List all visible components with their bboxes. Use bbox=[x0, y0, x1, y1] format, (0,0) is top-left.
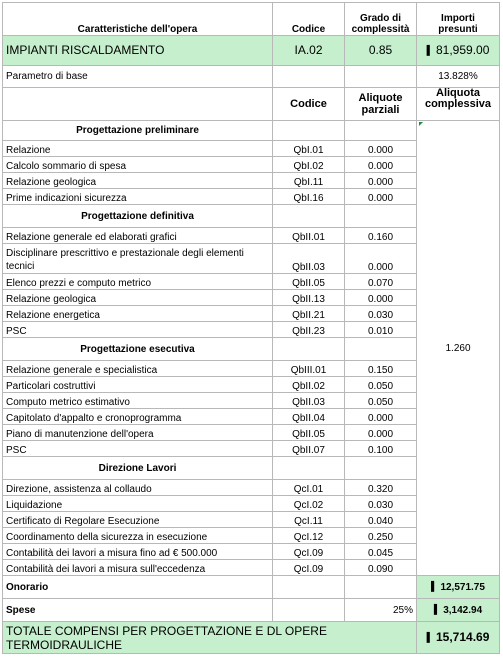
row-value[interactable]: 0.030 bbox=[345, 306, 417, 322]
parametro-label[interactable]: Parametro di base bbox=[3, 66, 273, 88]
row-value[interactable]: 0.000 bbox=[345, 157, 417, 173]
row-label[interactable]: Certificato di Regolare Esecuzione bbox=[3, 512, 273, 528]
row-code[interactable]: QcI.01 bbox=[273, 480, 345, 496]
row-label[interactable]: Relazione energetica bbox=[3, 306, 273, 322]
section-definitiva-title[interactable]: Progettazione definitiva bbox=[3, 205, 273, 228]
row-label[interactable]: Relazione geologica bbox=[3, 173, 273, 189]
row-value[interactable]: 0.250 bbox=[345, 528, 417, 544]
spese-amount[interactable]: ▌ 3,142.94 bbox=[417, 599, 500, 622]
row-code[interactable]: QbII.23 bbox=[273, 322, 345, 338]
parametro-row bbox=[3, 66, 500, 88]
row-code[interactable]: QbII.03 bbox=[273, 393, 345, 409]
section-esecutiva-code[interactable] bbox=[273, 338, 345, 361]
section-esecutiva-value[interactable] bbox=[345, 338, 417, 361]
subheader-code[interactable]: Codice bbox=[273, 88, 345, 121]
section-direzione-value[interactable] bbox=[345, 457, 417, 480]
aliquota-complessiva-value[interactable]: 1.260 bbox=[417, 121, 500, 576]
row-label[interactable]: Particolari costruttivi bbox=[3, 377, 273, 393]
row-code[interactable]: QbII.04 bbox=[273, 409, 345, 425]
row-label[interactable]: Relazione geologica bbox=[3, 290, 273, 306]
impianto-code[interactable]: IA.02 bbox=[273, 36, 345, 66]
row-label[interactable]: Contabilità dei lavori a misura sull'eccedenza bbox=[3, 560, 273, 576]
impianto-grade[interactable]: 0.85 bbox=[345, 36, 417, 66]
row-label[interactable]: Relazione generale ed elaborati grafici bbox=[3, 228, 273, 244]
row-code[interactable]: QbII.05 bbox=[273, 425, 345, 441]
onorario-empty-code[interactable] bbox=[273, 576, 345, 599]
header-amounts[interactable]: Importi presunti bbox=[417, 3, 500, 36]
totale-label[interactable]: TOTALE COMPENSI PER PROGETTAZIONE E DL OPERE TERMOIDRAULICHE bbox=[3, 622, 417, 654]
section-preliminare-code[interactable] bbox=[273, 121, 345, 141]
section-esecutiva-title[interactable]: Progettazione esecutiva bbox=[3, 338, 273, 361]
row-value[interactable]: 0.100 bbox=[345, 441, 417, 457]
totale-amount[interactable]: ▌ 15,714.69 bbox=[417, 622, 500, 654]
row-value[interactable]: 0.000 bbox=[345, 244, 417, 274]
cell-comment-marker bbox=[419, 122, 423, 126]
row-label[interactable]: Prime indicazioni sicurezza bbox=[3, 189, 273, 205]
row-code[interactable]: QcI.09 bbox=[273, 544, 345, 560]
row-value[interactable]: 0.030 bbox=[345, 496, 417, 512]
section-definitiva-value[interactable] bbox=[345, 205, 417, 228]
header-code[interactable]: Codice bbox=[273, 3, 345, 36]
row-label[interactable]: Coordinamento della sicurezza in esecuzione bbox=[3, 528, 273, 544]
header-complexity[interactable]: Grado di complessità bbox=[345, 3, 417, 36]
row-code[interactable]: QbII.05 bbox=[273, 274, 345, 290]
subheader-empty[interactable] bbox=[3, 88, 273, 121]
section-direzione-code[interactable] bbox=[273, 457, 345, 480]
subheader-total-rate[interactable]: Aliquota complessiva bbox=[417, 88, 500, 121]
row-label[interactable]: Calcolo sommario di spesa bbox=[3, 157, 273, 173]
row-value[interactable]: 0.050 bbox=[345, 377, 417, 393]
row-value[interactable]: 0.040 bbox=[345, 512, 417, 528]
header-row bbox=[3, 3, 500, 36]
row-label[interactable]: PSC bbox=[3, 441, 273, 457]
row-code[interactable]: QbII.03 bbox=[273, 244, 345, 274]
spese-percent[interactable]: 25% bbox=[345, 599, 417, 622]
totale-row bbox=[3, 622, 500, 654]
row-value[interactable]: 0.150 bbox=[345, 361, 417, 377]
section-direzione-title[interactable]: Direzione Lavori bbox=[3, 457, 273, 480]
impianto-amount[interactable]: ▌ 81,959.00 bbox=[417, 36, 500, 66]
row-code[interactable]: QbIII.01 bbox=[273, 361, 345, 377]
row-label[interactable]: Relazione generale e specialistica bbox=[3, 361, 273, 377]
parametro-empty-code[interactable] bbox=[273, 66, 345, 88]
onorario-row bbox=[3, 576, 500, 599]
row-label[interactable]: PSC bbox=[3, 322, 273, 338]
row-label[interactable]: Piano di manutenzione dell'opera bbox=[3, 425, 273, 441]
row-value[interactable]: 0.000 bbox=[345, 409, 417, 425]
row-value[interactable]: 0.070 bbox=[345, 274, 417, 290]
subheader-partial[interactable]: Aliquote parziali bbox=[345, 88, 417, 121]
row-label[interactable]: Computo metrico estimativo bbox=[3, 393, 273, 409]
row-value[interactable]: 0.050 bbox=[345, 393, 417, 409]
onorario-empty-value[interactable] bbox=[345, 576, 417, 599]
impianto-row bbox=[3, 36, 500, 66]
onorario-label[interactable]: Onorario bbox=[3, 576, 273, 599]
section-definitiva-code[interactable] bbox=[273, 205, 345, 228]
row-value[interactable]: 0.000 bbox=[345, 173, 417, 189]
row-code[interactable]: QcI.02 bbox=[273, 496, 345, 512]
onorario-amount[interactable]: ▌ 12,571.75 bbox=[417, 576, 500, 599]
row-value[interactable]: 0.000 bbox=[345, 189, 417, 205]
section-preliminare-title[interactable]: Progettazione preliminare bbox=[3, 121, 273, 141]
subheader-row bbox=[3, 88, 500, 121]
row-code[interactable]: QbI.11 bbox=[273, 173, 345, 189]
row-label[interactable]: Capitolato d'appalto e cronoprogramma bbox=[3, 409, 273, 425]
row-code[interactable]: QbI.02 bbox=[273, 157, 345, 173]
row-label[interactable]: Disciplinare prescrittivo e prestazionale degli elementi tecnici bbox=[3, 244, 273, 274]
row-code[interactable]: QcI.12 bbox=[273, 528, 345, 544]
row-label[interactable]: Liquidazione bbox=[3, 496, 273, 512]
parametro-empty-grade[interactable] bbox=[345, 66, 417, 88]
fee-table bbox=[2, 2, 500, 654]
row-value[interactable]: 0.000 bbox=[345, 425, 417, 441]
row-code[interactable]: QbII.02 bbox=[273, 377, 345, 393]
row-value[interactable]: 0.090 bbox=[345, 560, 417, 576]
row-label[interactable]: Elenco prezzi e computo metrico bbox=[3, 274, 273, 290]
spese-label[interactable]: Spese bbox=[3, 599, 273, 622]
row-label[interactable]: Contabilità dei lavori a misura fino ad € 500.000 bbox=[3, 544, 273, 560]
row-code[interactable]: QbII.01 bbox=[273, 228, 345, 244]
row-value[interactable]: 0.000 bbox=[345, 290, 417, 306]
row-code[interactable]: QcI.09 bbox=[273, 560, 345, 576]
row-code[interactable]: QbII.13 bbox=[273, 290, 345, 306]
parametro-value[interactable]: 13.828% bbox=[417, 66, 500, 88]
row-value[interactable]: 0.045 bbox=[345, 544, 417, 560]
header-characteristics[interactable]: Caratteristiche dell'opera bbox=[3, 3, 273, 36]
row-code[interactable]: QcI.11 bbox=[273, 512, 345, 528]
row-label[interactable]: Direzione, assistenza al collaudo bbox=[3, 480, 273, 496]
spese-row bbox=[3, 599, 500, 622]
row-value[interactable]: 0.000 bbox=[345, 141, 417, 157]
row-code[interactable]: QbII.07 bbox=[273, 441, 345, 457]
row-label[interactable]: Relazione bbox=[3, 141, 273, 157]
row-value[interactable]: 0.160 bbox=[345, 228, 417, 244]
impianto-name[interactable]: IMPIANTI RISCALDAMENTO bbox=[3, 36, 273, 66]
row-code[interactable]: QbI.01 bbox=[273, 141, 345, 157]
row-code[interactable]: QbI.16 bbox=[273, 189, 345, 205]
section-preliminare-value[interactable] bbox=[345, 121, 417, 141]
row-value[interactable]: 0.010 bbox=[345, 322, 417, 338]
row-value[interactable]: 0.320 bbox=[345, 480, 417, 496]
section-preliminare bbox=[3, 121, 500, 141]
row-code[interactable]: QbII.21 bbox=[273, 306, 345, 322]
spese-empty-code[interactable] bbox=[273, 599, 345, 622]
